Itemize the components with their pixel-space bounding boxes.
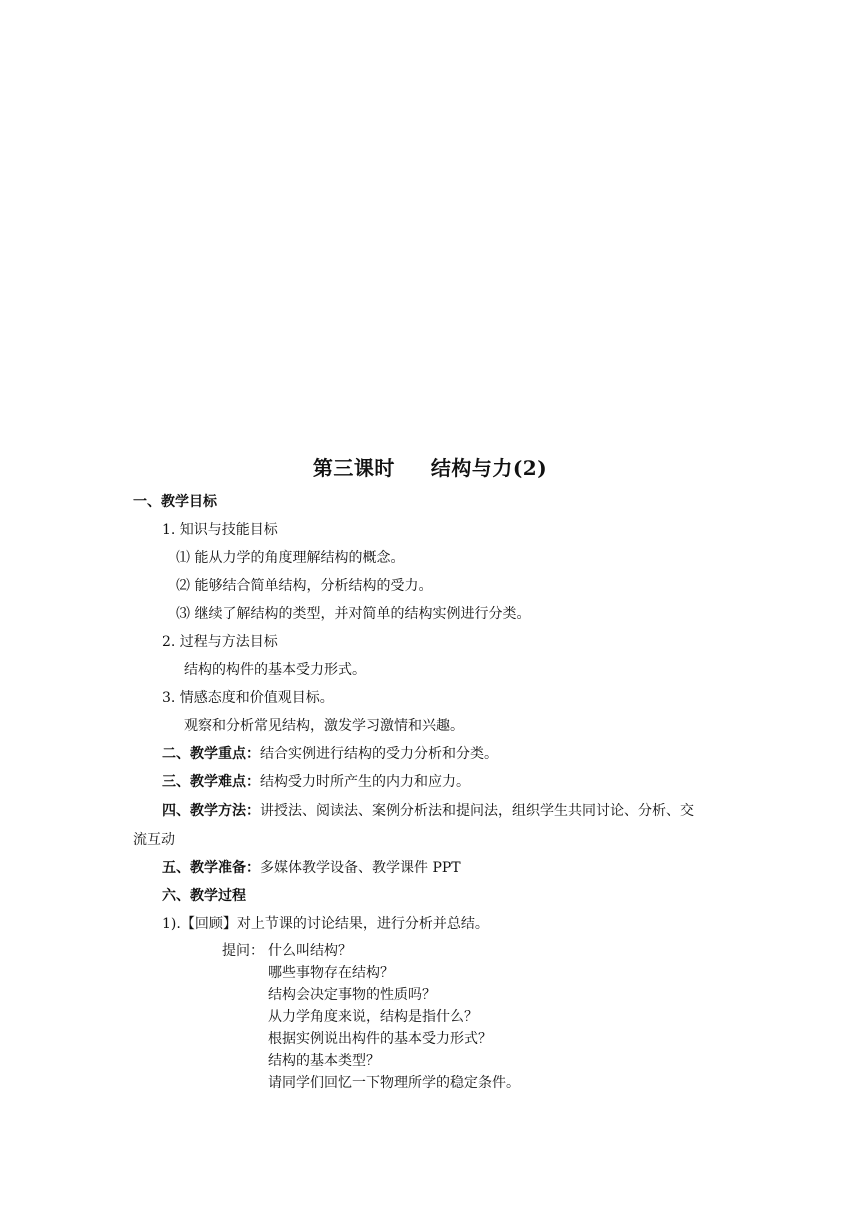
question-item: 哪些事物存在结构？ (268, 965, 394, 981)
ask-label: 提问： (222, 943, 264, 959)
objective-1: 1. 知识与技能目标 (162, 522, 278, 538)
objective-1-sub-1: ⑴ 能从力学的角度理解结构的概念。 (176, 550, 405, 566)
section-difficulties (162, 773, 470, 791)
question-item: 什么叫结构？ (268, 943, 352, 959)
question-item: 结构会决定事物的性质吗？ (268, 987, 436, 1003)
question-item: 根据实例说出构件的基本受力形式？ (268, 1031, 492, 1047)
difficulties-text: 结构受力时所产生的内力和应力。 (260, 774, 470, 790)
key-points-text: 结合实例进行结构的受力分析和分类。 (260, 746, 498, 762)
objective-1-sub-2: ⑵ 能够结合简单结构，分析结构的受力。 (176, 578, 433, 594)
question-item: 请同学们回忆一下物理所学的稳定条件。 (268, 1075, 520, 1091)
methods-text: 讲授法、阅读法、案例分析法和提问法，组织学生共同讨论、分析、交 (260, 803, 694, 819)
question-item: 结构的基本类型？ (268, 1053, 380, 1069)
section-preparation (162, 859, 461, 877)
objective-3-text: 观察和分析常见结构，激发学习激情和兴趣。 (184, 718, 464, 734)
section-methods (162, 802, 694, 820)
section-process-heading: 六、教学过程 (162, 888, 246, 904)
section-key-points (162, 745, 498, 763)
section-objectives-heading: 一、教学目标 (133, 494, 217, 510)
methods-text-continued: 流互动 (133, 832, 175, 848)
objective-1-sub-3: ⑶ 继续了解结构的类型，并对简单的结构实例进行分类。 (176, 606, 531, 622)
objective-2: 2. 过程与方法目标 (162, 634, 278, 650)
objective-3: 3. 情感态度和价值观目标。 (162, 690, 334, 706)
title-lesson: 第三课时 (312, 456, 395, 480)
methods-label: 四、教学方法： (162, 803, 260, 819)
page-title (0, 452, 860, 481)
key-points-label: 二、教学重点： (162, 746, 260, 762)
preparation-text: 多媒体教学设备、教学课件 PPT (260, 860, 461, 876)
preparation-label: 五、教学准备： (162, 860, 260, 876)
review-line: 1).【回顾】对上节课的讨论结果，进行分析并总结。 (162, 916, 489, 932)
difficulties-label: 三、教学难点： (162, 774, 260, 790)
objective-2-text: 结构的构件的基本受力形式。 (184, 662, 366, 678)
question-item: 从力学角度来说，结构是指什么？ (268, 1009, 478, 1025)
title-topic: 结构与力(2) (430, 456, 548, 480)
